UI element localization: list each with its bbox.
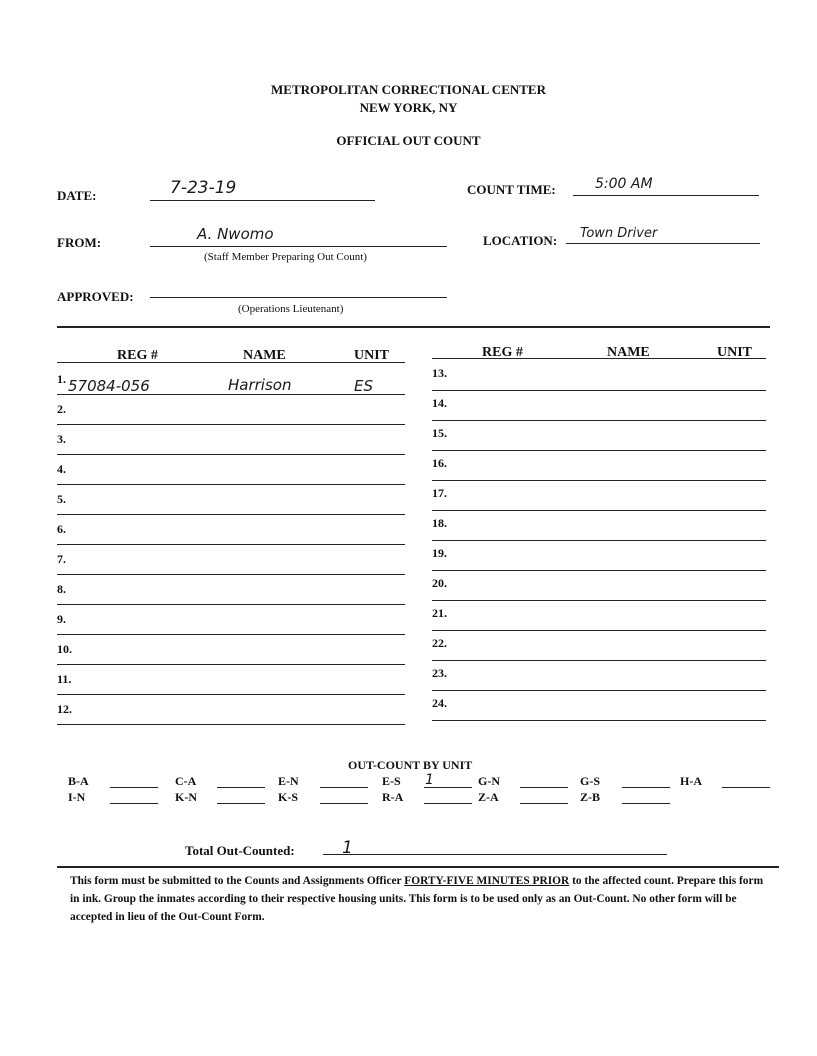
footer-text-b: to the affected count. Prepare this form in ink. Group the inmates according to their respective housing units. This form is to be used only as an Out-Count. No other form will be accepted in lieu of the Out-Count Form. [70, 875, 764, 923]
unit-header-right: UNIT [717, 345, 753, 360]
unit-blank-line [622, 787, 670, 788]
name-header-right: NAME [607, 345, 650, 360]
row-number-right: 14. [432, 396, 447, 410]
row-line-right [432, 510, 766, 511]
row-line-right [432, 450, 766, 451]
footer-note [70, 872, 770, 926]
row-number-right: 22. [432, 636, 447, 650]
unit-label: K-S [278, 790, 299, 804]
unit-label: G-S [580, 774, 601, 788]
footer-deadline: FORTY-FIVE MINUTES PRIOR [404, 875, 570, 887]
unit-label: Z-A [478, 790, 499, 804]
row-number-right: 15. [432, 426, 447, 440]
unit-blank-line [520, 787, 568, 788]
unit-label: H-A [680, 774, 702, 788]
date-value: 7-23-19 [170, 178, 237, 198]
total-line [323, 854, 667, 855]
unit-label: Z-B [580, 790, 601, 804]
institution-city: NEW YORK, NY [359, 100, 458, 115]
row-line-right [432, 600, 766, 601]
unit-label: G-N [478, 774, 500, 788]
from-label: FROM: [57, 235, 102, 250]
row-number-left: 3. [57, 432, 66, 446]
row-line-left [57, 484, 405, 485]
row-line-right [432, 660, 766, 661]
from-caption: (Staff Member Preparing Out Count) [204, 251, 367, 263]
row-number-left: 8. [57, 582, 66, 596]
row-number-left: 6. [57, 522, 66, 536]
count-time-value: 5:00 AM [595, 176, 653, 192]
total-label: Total Out-Counted: [185, 843, 295, 858]
row-line-right [432, 690, 766, 691]
unit-blank-line [424, 803, 472, 804]
header-line-right [432, 358, 766, 359]
unit-label: K-N [175, 790, 197, 804]
entry-unit: ES [354, 377, 373, 395]
row-line-right [432, 390, 766, 391]
row-number-left: 7. [57, 552, 66, 566]
row-line-left [57, 724, 405, 725]
unit-blank-line [520, 803, 568, 804]
header-line-left [57, 362, 405, 363]
count-time-label: COUNT TIME: [467, 182, 556, 197]
row-line-right [432, 630, 766, 631]
row-number-right: 21. [432, 606, 447, 620]
footer-divider [57, 866, 779, 868]
row-number-right: 20. [432, 576, 447, 590]
date-label: DATE: [57, 188, 97, 203]
unit-blank-line [217, 787, 265, 788]
row-number-right: 19. [432, 546, 447, 560]
form-title: OFFICIAL OUT COUNT [336, 133, 481, 148]
row-number-right: 17. [432, 486, 447, 500]
section-divider [57, 326, 770, 328]
from-value: A. Nwomo [197, 225, 274, 243]
name-header-left: NAME [243, 348, 286, 363]
unit-label: E-N [278, 774, 299, 788]
row-line-left [57, 664, 405, 665]
unit-label: E-S [382, 774, 401, 788]
row-number-right: 23. [432, 666, 447, 680]
row-line-left [57, 574, 405, 575]
unit-blank-line [110, 803, 158, 804]
footer-text-a: This form must be submitted to the Counts and Assignments Officer [70, 875, 405, 887]
row-number-right: 24. [432, 696, 447, 710]
row-line-left [57, 544, 405, 545]
row-number-left: 11. [57, 672, 72, 686]
location-label: LOCATION: [483, 233, 558, 248]
row-line-left [57, 634, 405, 635]
row-line-left [57, 424, 405, 425]
unit-blank-line [217, 803, 265, 804]
row-number-left: 12. [57, 702, 72, 716]
es-count-value: 1 [425, 772, 434, 788]
out-count-by-unit-title: OUT-COUNT BY UNIT [348, 758, 473, 772]
row-line-right [432, 540, 766, 541]
unit-blank-line [110, 787, 158, 788]
row-line-left [57, 604, 405, 605]
count-time-line [573, 195, 759, 196]
unit-label: C-A [175, 774, 197, 788]
row-line-right [432, 480, 766, 481]
approved-label: APPROVED: [57, 289, 134, 304]
row-number-right: 16. [432, 456, 447, 470]
row-number-left: 1. [57, 372, 66, 386]
entry-name: Harrison [228, 376, 292, 394]
reg-header-left: REG # [117, 348, 158, 363]
unit-blank-line [320, 803, 368, 804]
unit-label: I-N [68, 790, 86, 804]
row-number-left: 4. [57, 462, 66, 476]
unit-label: R-A [382, 790, 404, 804]
total-value: 1 [342, 838, 353, 858]
location-line [566, 243, 760, 244]
row-number-right: 13. [432, 366, 447, 380]
approved-line [150, 297, 447, 298]
row-line-right [432, 570, 766, 571]
reg-header-right: REG # [482, 345, 523, 360]
unit-header-left: UNIT [354, 348, 390, 363]
entry-reg: 57084-056 [68, 377, 150, 395]
row-number-left: 9. [57, 612, 66, 626]
row-number-left: 5. [57, 492, 66, 506]
unit-blank-line [320, 787, 368, 788]
row-number-left: 10. [57, 642, 72, 656]
location-value: Town Driver [580, 226, 658, 241]
unit-label: B-A [68, 774, 89, 788]
row-line-left [57, 694, 405, 695]
row-number-left: 2. [57, 402, 66, 416]
institution-name: METROPOLITAN CORRECTIONAL CENTER [271, 82, 546, 97]
approved-caption: (Operations Lieutenant) [238, 303, 344, 315]
date-line [150, 200, 375, 201]
row-number-right: 18. [432, 516, 447, 530]
unit-blank-line [722, 787, 770, 788]
row-line-left [57, 514, 405, 515]
from-line [150, 246, 447, 247]
row-line-right [432, 420, 766, 421]
row-line-right [432, 720, 766, 721]
row-line-left [57, 454, 405, 455]
unit-blank-line [622, 803, 670, 804]
